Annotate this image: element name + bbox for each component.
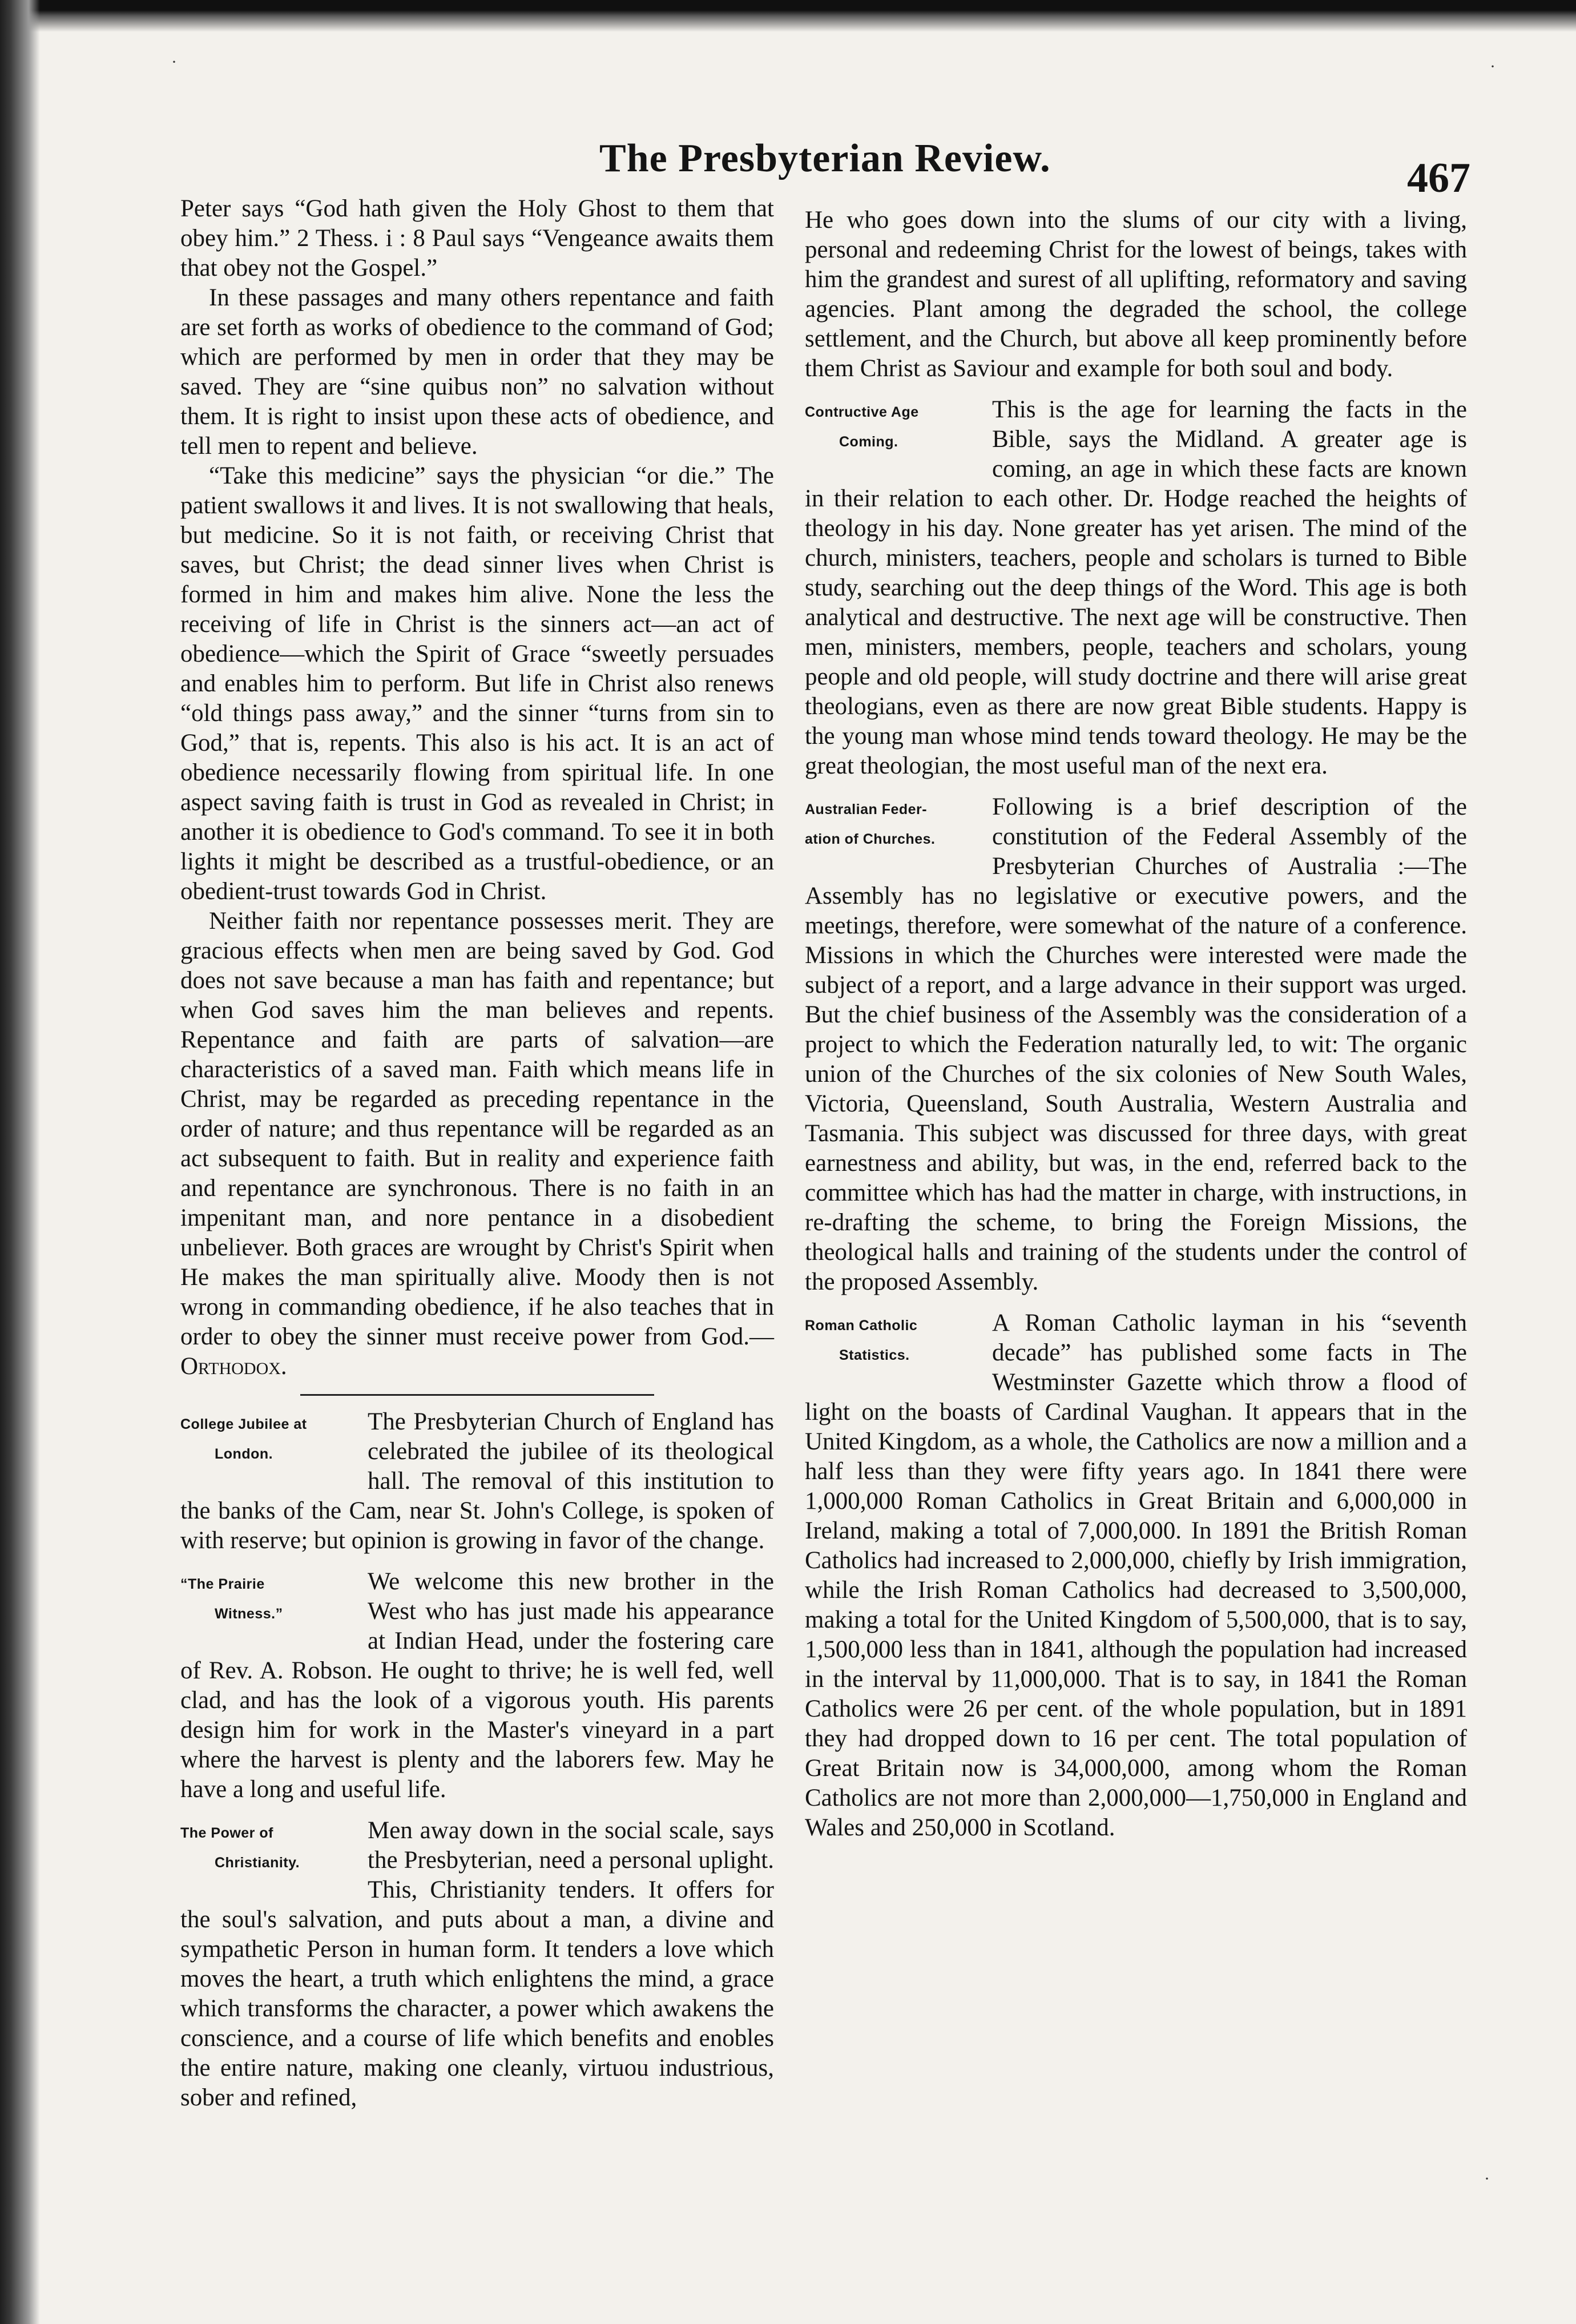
side-heading-line: ation of Churches. <box>805 831 936 847</box>
side-heading <box>805 1311 976 1370</box>
article-roman-catholic-statistics <box>805 1308 1467 1843</box>
side-heading <box>805 397 976 457</box>
right-column <box>805 206 1467 1843</box>
side-heading-line: Coming. <box>839 434 898 450</box>
article-text: Following is a brief description of the constitution of the Federal Assembly of the Presbyterian Churches of Australia :—The Assembly has no legislative or executive powers, and the meetings, therefore, were somewhat of the nature of a conference. Missions in which the Churches were interested were made the subject of a report, and a large advance in their support was urged. But the chief business of the Assembly was the consideration of a project to which the Federation naturally led, to wit: The organic union of the Churches of the six colonies of New South Wales, Victoria, Queensland, South Australia, Western Australia and Tasmania. This subject was discussed for three days, with great earnestness and ability, but was, in the end, referred back to the committee which has had the matter in charge, with instructions, in re-drafting the scheme, to bring the Foreign Missions, the theological halls and training of the students under the control of the proposed Assembly. <box>805 794 1467 1295</box>
article-college-jubilee <box>180 1407 774 1556</box>
side-heading <box>180 1569 352 1629</box>
side-heading <box>180 1818 352 1878</box>
left-column <box>180 194 774 2113</box>
scan-speck: · <box>171 53 177 71</box>
side-heading-line: London. <box>215 1446 273 1462</box>
side-heading-line: College Jubilee at <box>180 1416 307 1432</box>
side-heading-line: “The Prairie <box>180 1576 265 1592</box>
scan-binding-shadow <box>0 0 40 2324</box>
signature: Orthodox. <box>180 1353 287 1380</box>
side-heading <box>805 795 976 854</box>
side-heading-line: Christianity. <box>215 1855 300 1871</box>
side-heading-line: The Power of <box>180 1825 273 1841</box>
article-text: Men away down in the social scale, says the Presbyterian, need a personal uplight. This, Christianity tenders. It offers for the soul's salvation, and puts about a man, a divine and sympathetic Person in human form. It tenders a love which moves the heart, a truth which enlightens the mind, a grace which transforms the character, a power which awakens the conscience, and a course of life which benefits and enobles the entire nature, making one cleanly, virtuou industrious, sober and refined, <box>180 1817 774 2111</box>
paragraph-text: Neither faith nor repentance possesses merit. They are gracious effects when men are being saved by God. God does not save because a man has faith and repentance; but when God saves him the man believes and repents. Repentance and faith are parts of salvation—are characteristics of a saved man. Faith which means life in Christ, may be regarded as preceding repentance in the order of nature; and thus repentance will be regarded as an act subsequent to faith. But in reality and experience faith and repentance are synchronous. There is no faith in an impenitant man, and nore pentance in a disobedient unbeliever. Both graces are wrought by Christ's Spirit when He makes the man spiritually alive. Moody then is not wrong in commanding obedience, if he also teaches that in order to obey the sinner must receive power from God.— <box>180 908 774 1350</box>
article-power-of-christianity <box>180 1816 774 2113</box>
side-heading <box>180 1409 352 1469</box>
paragraph: Peter says “God hath given the Holy Ghost to them that obey him.” 2 Thess. i : 8 Paul says “Vengeance awaits them that obey not the Gospel.” <box>180 195 774 281</box>
paragraph: “Take this medicine” says the physician “or die.” The patient swallows it and lives. It is not swallowing that heals, but medicine. So it is not faith, or receiving Christ that saves, but Christ; the dead sinner lives when Christ is formed in him and makes him alive. None the less the receiving of life in Christ is the sinners act—an act of obedience—which the Spirit of Grace “sweetly persuades and enables him to perform. But life in Christ also renews “old things pass away,” and the sinner “turns from sin to God,” that is, repents. This also is his act. It is an act of obedience necessarily flowing from spiritual life. In one aspect saving faith is trust in God as revealed in Christ; in another it is obedience to God's command. To see it in both lights it might be described as a trustful-obedience, or an obedient-trust towards God in Christ. <box>180 462 774 905</box>
article-australian-federation <box>805 792 1467 1297</box>
scan-speck: · <box>1484 2169 1490 2188</box>
side-heading-line: Statistics. <box>839 1347 910 1363</box>
side-heading-line: Australian Feder- <box>805 801 928 817</box>
paragraph: He who goes down into the slums of our city with a living, personal and redeeming Christ for the lowest of beings, takes with him the grandest and surest of all uplifting, reformatory and saving agencies. Plant among the degraded the school, the college settlement, and the Church, but above all keep prominently before them Christ as Saviour and example for both soul and body. <box>805 207 1467 382</box>
scan-top-edge <box>0 0 1576 32</box>
side-heading-line: Witness.” <box>215 1606 283 1622</box>
article-text: We welcome this new brother in the West who has just made his appearance at Indian Head, under the fostering care of Rev. A. Robson. He ought to thrive; he is well fed, well clad, and has the look of a vigorous youth. His parents design him for work in the Master's vineyard in a part where the harvest is plenty and the laborers few. May he have a long and useful life. <box>180 1568 774 1803</box>
page-title: The Presbyterian Review. <box>599 136 1051 180</box>
article-prairie-witness <box>180 1567 774 1805</box>
paragraph: In these passages and many others repentance and faith are set forth as works of obedience to the command of God; which are performed by men in order that they may be saved. They are “sine quibus non” no salvation without them. It is right to insist upon these acts of obedience, and tell men to repent and believe. <box>180 284 774 460</box>
section-rule <box>300 1394 654 1396</box>
paragraph <box>180 907 774 1381</box>
article-constructive-age <box>805 395 1467 781</box>
side-heading-line: Contructive Age <box>805 404 919 420</box>
article-text: This is the age for learning the facts in the Bible, says the Midland. A greater age is coming, an age in which these facts are known in their relation to each other. Dr. Hodge reached the heights of theology in his day. None greater has yet arisen. The mind of the church, ministers, teachers, people and scholars is turned to Bible study, searching out the deep things of the Word. This age is both analytical and destructive. The next age will be constructive. Then men, ministers, members, people, teachers and scholars, young people and old people, will study doctrine and there will arise great theologians, even as there are now great Bible students. Happy is the young man whose mind tends toward theology. He may be the great theologian, the most useful man of the next era. <box>805 396 1467 779</box>
scan-speck: · <box>1490 57 1496 76</box>
page-number: 467 <box>1407 155 1470 202</box>
article-text: The Presbyterian Church of England has celebrated the jubilee of its theological hall. The removal of this institution to the banks of the Cam, near St. John's College, is spoken of with reserve; but opinion is growing in favor of the change. <box>180 1408 774 1554</box>
side-heading-line: Roman Catholic <box>805 1318 918 1334</box>
article-text: A Roman Catholic layman in his “seventh decade” has published some facts in The Westminster Gazette which throw a flood of light on the boasts of Cardinal Vaughan. It appears that in the United Kingdom, as a whole, the Catholics are now a million and a half less than they were fifty years ago. In 1841 there were 1,000,000 Roman Catholics in Great Britain and 6,000,000 in Ireland, making a total of 7,000,000. In 1891 the British Roman Catholics had increased to 2,000,000, chiefly by Irish immigration, while the Irish Roman Catholics had decreased to 3,500,000, making a total for the United Kingdom of 5,500,000, that is to say, 1,500,000 less than in 1841, although the population had increased in the interval by 11,000,000. That is to say, in 1841 the Roman Catholics were 26 per cent. of the whole population, but in 1891 they had dropped down to 16 per cent. The total population of Great Britain now is 34,000,000, among whom the Roman Catholics are not more than 2,000,000—1,750,000 in England and Wales and 250,000 in Scotland. <box>805 1310 1467 1841</box>
